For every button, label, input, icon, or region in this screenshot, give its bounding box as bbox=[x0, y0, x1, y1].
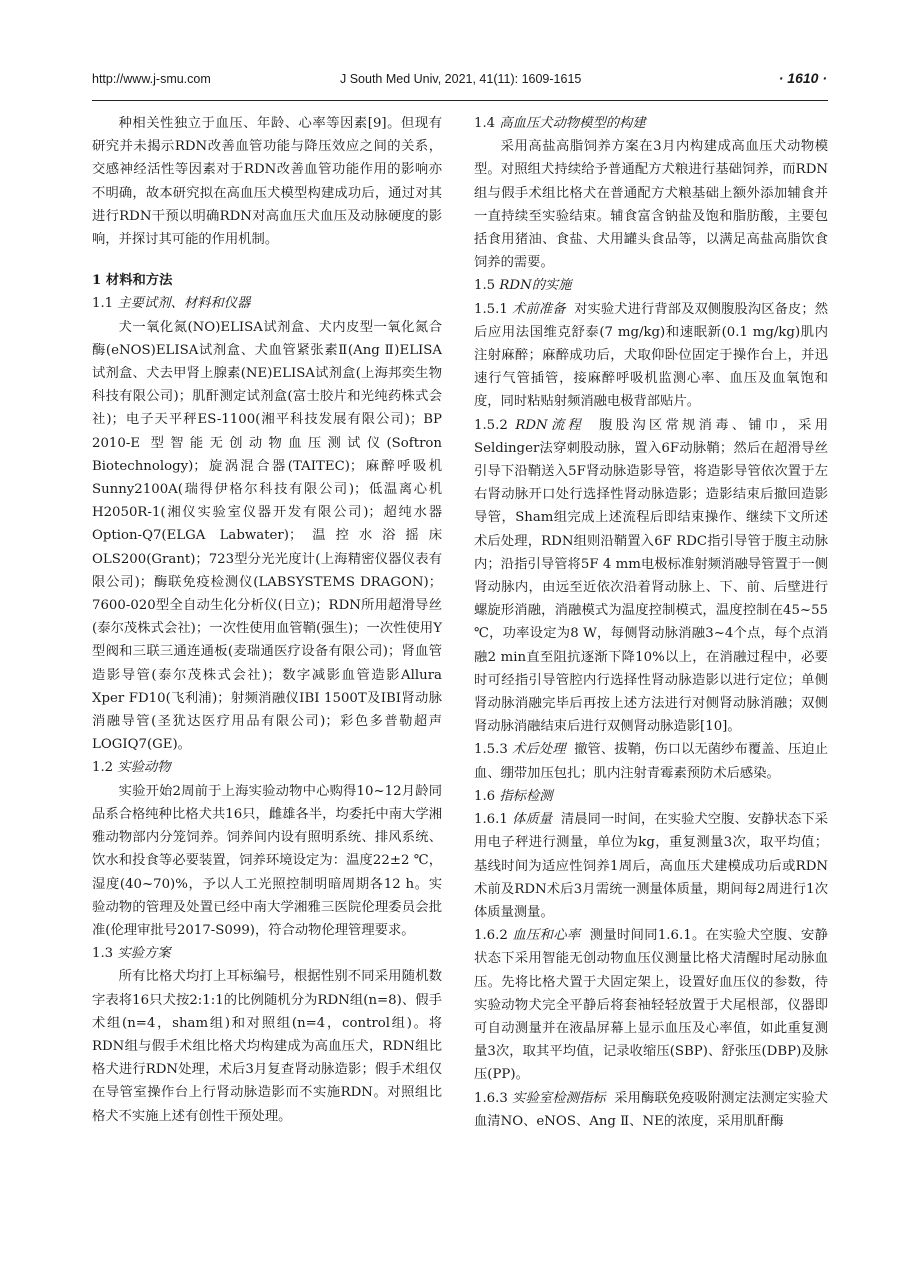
journal-url[interactable]: http://www.j-smu.com bbox=[92, 72, 211, 86]
subsection-text: 撤管、拔鞘，伤口以无菌纱布覆盖、压迫止血、绷带加压包扎；肌内注射青霉素预防术后感染。 bbox=[474, 742, 828, 781]
section-number: 1.2 bbox=[92, 760, 114, 776]
section-title: 主要试剂、材料和仪器 bbox=[117, 296, 251, 312]
section-1-2-text: 实验开始2周前于上海实验动物中心购得10~12月龄同品系合格纯种比格犬共16只，雌雄各半，均委托中南大学湘雅动物部内分笼饲养。饲养间内设有照明系统、排风系统、饮水和投食等必要装置，饲养环境设定为：温度22±2 ℃，湿度(40~70)%，予以人工光照控制明暗周期各12 h。实验动物的管理及处置已经中南大学湘雅三医院伦理委员会批准(伦理审批号2017-S099)，符合动物伦理管理要求。 bbox=[92, 783, 442, 938]
subsection-title: 体质量 bbox=[512, 812, 553, 828]
section-1-6-1-paragraph bbox=[474, 808, 828, 924]
section-1-1-heading bbox=[92, 292, 442, 315]
subsection-number: 1.6.1 bbox=[474, 812, 508, 828]
section-number: 1.1 bbox=[92, 296, 114, 312]
section-1-4-text: 采用高盐高脂饲养方案在3月内构建成高血压犬动物模型。对照组犬持续给予普通配方犬粮进行基础饲养，而RDN组与假手术组比格犬在普通配方犬粮基础上额外添加辅食并一直持续至实验结束。辅食富含钠盐及饱和脂肪酸，主要包括食用猪油、食盐、犬用罐头食品等，以满足高盐高脂饮食饲养的需要。 bbox=[474, 139, 828, 271]
header-rule bbox=[92, 100, 828, 101]
section-title: RDN的实施 bbox=[499, 278, 572, 294]
section-1-2-heading bbox=[92, 756, 442, 779]
subsection-number: 1.5.2 bbox=[474, 417, 508, 433]
section-number: 1.4 bbox=[474, 116, 496, 131]
subsection-text: 测量时间同1.6.1。在实验犬空腹、安静状态下采用智能无创动物血压仪测量比格犬清醒时尾动脉血压。先将比格犬置于犬固定架上，设置好血压仪的参数，待实验动物犬完全平静后将套袖轻轻放置于犬尾根部，仪器即可自动测量并在液晶屏幕上显示血压及心率值，如此重复测量3次，取其平均值，记录收缩压(SBP)、舒张压(DBP)及脉压(PP)。 bbox=[474, 928, 828, 1083]
section-1-5-heading bbox=[474, 274, 828, 297]
section-title: 实验动物 bbox=[117, 760, 171, 776]
section-1-6-2-paragraph bbox=[474, 924, 828, 1086]
section-title: 实验方案 bbox=[117, 946, 171, 962]
section-1-5-2-paragraph bbox=[474, 414, 828, 739]
left-column bbox=[92, 112, 442, 1128]
section-1-4-heading bbox=[474, 112, 828, 135]
subsection-text: 采用酶联免疫吸附测定法测定实验犬血清NO、eNOS、Ang Ⅱ、NE的浓度，采用肌酐酶 bbox=[474, 1090, 829, 1129]
section-number: 1 bbox=[92, 273, 102, 289]
section-1-5-1-paragraph bbox=[474, 298, 828, 414]
section-1-1-text: 犬一氧化氮(NO)ELISA试剂盒、犬内皮型一氧化氮合酶(eNOS)ELISA试剂盒、犬血管紧张素Ⅱ(Ang Ⅱ)ELISA试剂盒、犬去甲肾上腺素(NE)ELISA试剂盒(上海邦奕生物科技有限公司)；肌酐测定试剂盒(富士胶片和光纯药株式会社)；电子天平秤ES-1100(湘平科技发展有限公司)；BP 2010-E 型智能无创动物血压测试仪(Softron Biotechnology)；旋涡混合器(TAITEC)；麻醉呼吸机Sunny2100A(瑞得伊格尔科技有限公司)；低温离心机H2050R-1(湘仪实验室仪器开发有限公司)；超纯水器Option-Q7(ELGA Labwater)；温控水浴摇床OLS200(Grant)；723型分光光度计(上海精密仪器仪表有限公司)；酶联免疫检测仪(LABSYSTEMS DRAGON)；7600-020型全自动生化分析仪(日立)；RDN所用超滑导丝(泰尔茂株式会社)；一次性使用血管鞘(强生)；一次性使用Y型阀和三联三通连通板(麦瑞通医疗设备有限公司)；肾血管造影导管(泰尔茂株式会社)；数字减影血管造影Allura Xper FD10(飞利浦)；射频消融仪IBI 1500T及IBI肾动脉消融导管(圣犹达医疗用品有限公司)；彩色多普勒超声LOGIQ7(GE)。 bbox=[92, 319, 442, 753]
intro-paragraph: 种相关性独立于血压、年龄、心率等因素[9]。但现有研究并未揭示RDN改善血管功能与降压效应之间的关系，交感神经活性等因素对于RDN改善血管功能作用的影响亦不明确，故本研究拟在高血压犬模型构建成功后，通过对其进行RDN干预以明确RDN对高血压犬血压及动脉硬度的影响，并探讨其可能的作用机制。 bbox=[92, 116, 442, 248]
section-1-heading bbox=[92, 269, 442, 292]
subsection-number: 1.6.2 bbox=[474, 928, 508, 944]
subsection-text: 对实验犬进行背部及双侧腹股沟区备皮；然后应用法国维克舒泰(7 mg/kg)和速眠新(0.1 mg/kg)肌内注射麻醉；麻醉成功后，犬取仰卧位固定于操作台上，并迅速行气管插管，接麻醉呼吸机监测心率、血压及血氧饱和度，同时粘贴射频消融电极背部贴片。 bbox=[474, 301, 828, 410]
subsection-text: 腹股沟区常规消毒、铺巾，采用Seldinger法穿刺股动脉，置入6F动脉鞘；然后在超滑导丝引导下沿鞘送入5F肾动脉造影导管，将造影导管依次置于左右肾动脉开口处行选择性肾动脉造影；造影结束后撤回造影导管，Sham组完成上述流程后即结束操作、继续下文所述术后处理，RDN组则沿鞘置入6F RDC指引导管于腹主动脉内；沿指引导管将5F 4 mm电极标准射频消融导管置于一侧肾动脉内，由远至近依次沿着肾动脉上、下、前、后壁进行螺旋形消融，消融模式为温度控制模式，温度控制在45~55 ℃，功率设定为8 W，每侧肾动脉消融3~4个点，每个点消融2 min直至阻抗逐渐下降10%以上，在消融过程中，必要时可经指引导管腔内行选择性肾动脉造影以进行定位；单侧肾动脉消融完毕后再按上述方法进行对侧肾动脉消融；双侧肾动脉消融结束后进行双侧肾动脉造影[10]。 bbox=[474, 417, 829, 735]
section-title: 指标检测 bbox=[499, 788, 553, 804]
subsection-title: RDN流程 bbox=[515, 417, 585, 433]
subsection-title: 术前准备 bbox=[512, 301, 566, 317]
subsection-number: 1.6.3 bbox=[474, 1090, 508, 1106]
section-1-6-3-paragraph bbox=[474, 1087, 828, 1133]
subsection-text: 清晨同一时间，在实验犬空腹、安静状态下采用电子秤进行测量，单位为kg，重复测量3次，取平均值；基线时间为适应性饲养1周后，高血压犬建模成功后或RDN术前及RDN术后3月需统一测量体质量，期间每2周进行1次体质量测量。 bbox=[474, 812, 829, 920]
section-1-6-heading bbox=[474, 785, 828, 808]
section-1-3-text: 所有比格犬均打上耳标编号，根据性别不同采用随机数字表将16只犬按2:1:1的比例随机分为RDN组(n=8)、假手术组(n=4，sham组)和对照组(n=4，control组)。将RDN组与假手术组比格犬均构建成为高血压犬，RDN组比格犬进行RDN处理，术后3月复查肾动脉造影；假手术组仅在导管室操作台上行肾动脉造影而不实施RDN。对照组比格犬不实施上述有创性干预处理。 bbox=[92, 969, 442, 1124]
section-number: 1.3 bbox=[92, 946, 114, 962]
page-number: · 1610 · bbox=[778, 70, 827, 86]
subsection-number: 1.5.1 bbox=[474, 301, 508, 317]
section-1-3-heading bbox=[92, 942, 442, 965]
subsection-title: 术后处理 bbox=[512, 742, 566, 758]
subsection-title: 血压和心率 bbox=[512, 928, 581, 944]
running-header bbox=[92, 68, 827, 92]
section-1-5-3-paragraph bbox=[474, 738, 828, 784]
section-title: 高血压犬动物模型的构建 bbox=[499, 116, 646, 131]
right-column bbox=[474, 112, 828, 1133]
section-number: 1.6 bbox=[474, 788, 496, 804]
section-number: 1.5 bbox=[474, 278, 496, 294]
subsection-number: 1.5.3 bbox=[474, 742, 508, 758]
subsection-title: 实验室检测指标 bbox=[512, 1090, 606, 1106]
journal-citation: J South Med Univ, 2021, 41(11): 1609-1615 bbox=[340, 72, 582, 86]
section-title: 材料和方法 bbox=[105, 273, 173, 289]
